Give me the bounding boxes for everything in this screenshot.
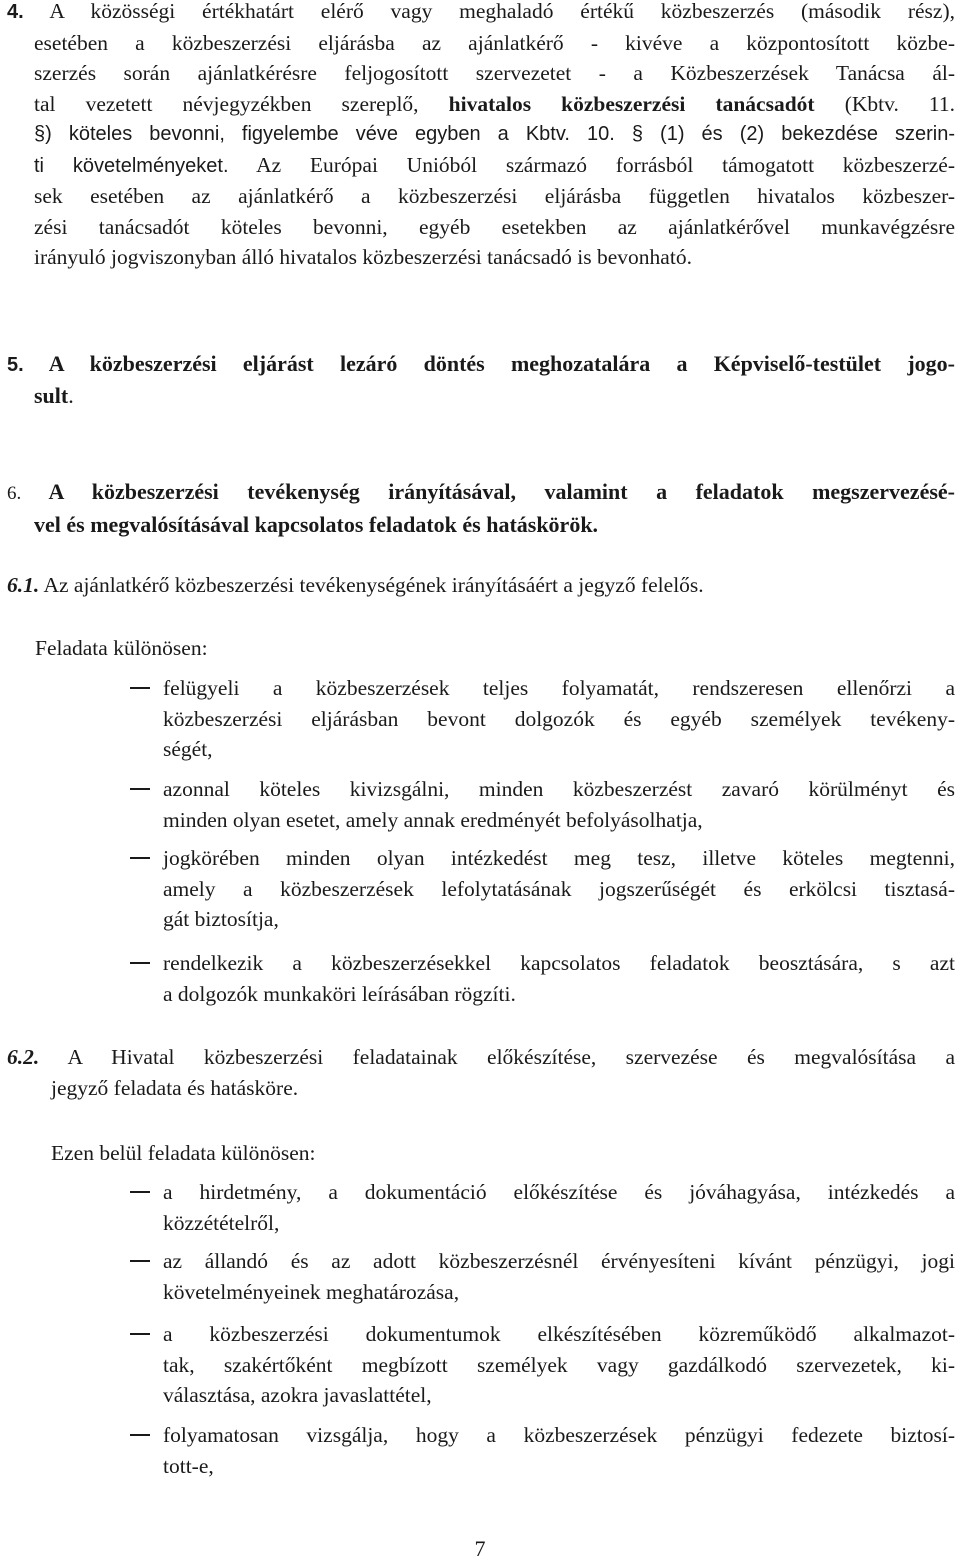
p61-intro: Feladata különösen:	[35, 636, 208, 660]
p62-line-1: 6.2. A Hivatal közbeszerzési feladatainak előkészítése, szervezése és megvalósítása a	[7, 1045, 955, 1069]
dash-bullet-icon	[130, 857, 150, 859]
p4-line-7: sek esetében az ajánlatkérő a közbeszerzési eljárásba független hivatalos közbeszer-	[34, 184, 955, 208]
p4-line-9: irányuló jogviszonyban álló hivatalos közbeszerzési tanácsadó is bevonható.	[34, 245, 692, 269]
dash-bullet-icon	[130, 1260, 150, 1262]
p4-line-6: ti követelményeket. Az Európai Unióból származó forrásból támogatott közbeszerzé-	[34, 152, 955, 177]
p4-line-5: §) köteles bevonni, figyelembe véve egyben a Kbtv. 10. § (1) és (2) bekezdése szerin-	[34, 123, 956, 145]
paragraph-4	[7, 0, 955, 273]
p6-number: 6.	[7, 483, 22, 504]
p62-line-2: jegyző feladata és hatásköre.	[51, 1075, 299, 1100]
dash-bullet-icon	[130, 687, 150, 689]
p5-number: 5.	[7, 354, 24, 376]
paragraph-5	[7, 349, 955, 411]
p4-line-1: 4. A közösségi értékhatárt elérő vagy meghaladó értékű közbeszerzés (második rész),	[7, 0, 955, 23]
p62-number: 6.2.	[7, 1045, 40, 1069]
p61-number: 6.1.	[7, 573, 40, 597]
paragraph-6	[7, 477, 955, 540]
p4-line-3: szerzés során ajánlatkérésre feljogosított szervezetet - a Közbeszerzések Tanácsa ál-	[34, 61, 955, 85]
p61-line: 6.1. Az ajánlatkérő közbeszerzési tevékenységének irányításáért a jegyző felelős.	[7, 573, 704, 597]
p4-line-4: tal vezetett névjegyzékben szereplő, hivatalos közbeszerzési tanácsadót (Kbtv. 11.	[34, 91, 955, 116]
document-page: 4. A közösségi értékhatárt elérő vagy meghaladó értékű közbeszerzés (második rész), esetében a közbeszerzési eljárásba az ajánlatkérő - kivéve a központosított közbe- szerzés során ajánlatkérésre feljogosított szervezetet - a Közbeszerzések Tanácsa ál- tal vezetett névjegyzékben szereplő, hivatalos közbeszerzési tanácsadót (Kbtv. 11. §) köteles bevonni, figyelembe véve egyben a Kbtv. 10. § (1) és (2) bekezdése szerin- ti követelményeket. Az Európai Unióból származó forrásból támogatott közbeszerzé- sek esetében az ajánlatkérő a közbeszerzési eljárásba független hivatalos közbeszer- zési tanácsadót köteles bevonni, egyéb esetekben az ajánlatkérővel munkavégzésre irányuló jogviszonyban álló hivatalos közbeszerzési tanácsadó is bevonható. 5. A közbeszerzési eljárást lezáró döntés meghozatalára a Képviselő-testület jogo- sult. 6. A közbeszerzési tevékenység irányításával, valamint a feladatok megszervezésé- vel és megvalósításával kapcsolatos feladatok és hatáskörök. 6.1. Az ajánlatkérő közbeszerzési tevékenységének irányításáért a jegyző felelős. Feladata különösen: felügyeli a közbeszerzések teljes folyamatát, rendszeresen ellenőrzi a közbeszerzési eljárásban bevont dolgozók és egyéb személyek tevékeny- ségét, azonnal köteles kivizsgálni, minden közbeszerzést zavaró körülményt és minden olyan esetet, amely annak eredményét befolyásolhatja, jogkörében minden olyan intézkedést meg tesz, illetve köteles megtenni, amely a közbeszerzések lefolytatásának jogszerűségét és erkölcsi tisztasá- gát biztosítja, rendelkezik a közbeszerzésekkel kapcsolatos feladatok beosztására, s azt a dolgozók munkaköri leírásában rögzíti. 6.2. A Hivatal közbeszerzési feladatainak előkészítése, szervezése és megvalósítása a jegyző feladata és hatásköre. Ezen belül feladata különösen: a hirdetmény, a dokumentáció előkészítése és jóváhagyása, intézkedés a közzétételről, az állandó és az adott közbeszerzésnél érvényesíteni kívánt pénzügyi, jogi követelményeinek meghatározása, a közbeszerzési dokumentumok elkészítésében közreműködő alkalmazot- tak, szakértőként megbízott személyek vagy gazdálkodó szervezetek, ki- választása, azokra javaslattétel, folyamatosan vizsgálja, hogy a közbeszerzések pénzügyi fedezete biztosí- tott-e, 7	[0, 0, 960, 1563]
p6-line-2: vel és megvalósításával kapcsolatos feladatok és hatáskörök.	[34, 511, 599, 537]
page-number: 7	[474, 1536, 486, 1561]
p5-line-2: sult.	[34, 382, 74, 408]
section-6-2	[7, 1042, 955, 1103]
dash-bullet-icon	[130, 1191, 150, 1193]
dash-bullet-icon	[130, 962, 150, 964]
p62-intro: Ezen belül feladata különösen:	[51, 1141, 316, 1165]
section-6-1	[7, 570, 955, 601]
dash-bullet-icon	[130, 788, 150, 790]
p4-line-8: zési tanácsadót köteles bevonni, egyéb esetekben az ajánlatkérővel munkavégzésre	[34, 214, 955, 239]
p4-line-2: esetében a közbeszerzési eljárásba az ajánlatkérő - kivéve a központosított közbe-	[34, 30, 955, 55]
p4-number: 4.	[7, 1, 24, 23]
p6-line-1: 6. A közbeszerzési tevékenység irányításával, valamint a feladatok megszervezésé-	[7, 479, 955, 504]
dash-bullet-icon	[130, 1333, 150, 1335]
dash-bullet-icon	[130, 1434, 150, 1436]
p5-line-1: 5. A közbeszerzési eljárást lezáró döntés meghozatalára a Képviselő-testület jogo-	[7, 351, 955, 376]
